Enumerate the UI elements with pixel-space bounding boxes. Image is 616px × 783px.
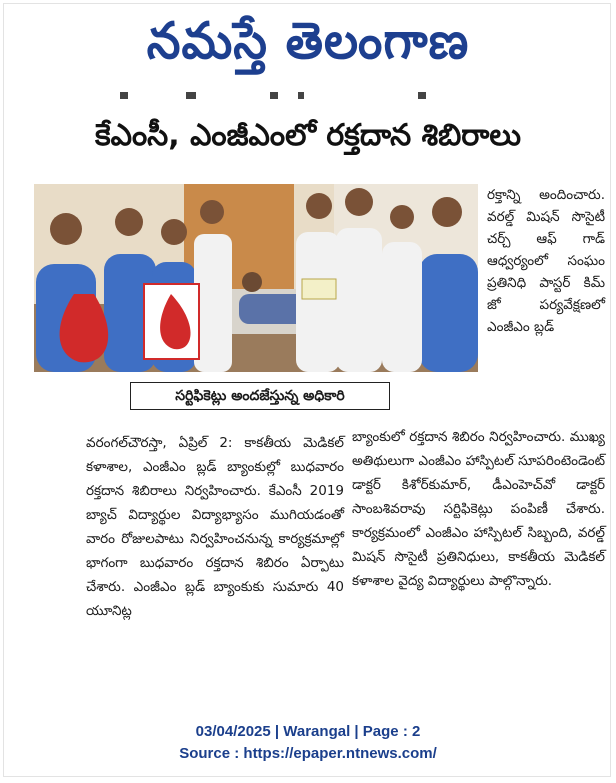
footer-source: Source : https://epaper.ntnews.com/ [179,745,437,762]
article-headline: కేఎంసీ, ఎంజీఎంలో రక్తదాన శిబిరాలు [94,118,522,153]
article-text-column-left [86,431,344,623]
article-text-column-right-top [487,184,605,338]
footer-page: Page : 2 [362,723,421,740]
footer-separator: | [274,723,284,740]
article-paragraph: రక్తాన్ని అందించారు. వరల్డ్ మిషన్ సొసైటీ చర్చ్ ఆఫ్ గాడ్ ఆధ్వర్యంలో సంఘం ప్రతినిధి పాస్టర్ కిమ్ జో పర్యవేక్షణలో ఎంజీఎం బ్లడ్ [487,187,605,335]
article-paragraph: వరంగల్‌చౌరస్తా, ఏప్రిల్ 2: కాకతీయ మెడికల్ కళాశాల, ఎంజీఎం బ్లడ్ బ్యాంకుల్లో బుధవారం రక్తదాన శిబిరాలు నిర్వహించారు. కేఎంసీ 2019 బ్యాచ్ విద్యార్థుల విద్యాభ్యాసం ముగియడంతో వారం రోజులపాటు నిర్వహించనున్న కార్యక్రమాల్లో భాగంగా బుధవారం రక్తదాన శిబిరం ఏర్పాటు చేశారు. ఎంజీఎం బ్లడ్ బ్యాంకుకు సుమారు 40 యూనిట్ల [86,435,344,619]
article-text-column-right-bottom [352,425,605,593]
footer-city: Warangal [283,723,351,740]
article-paragraph: బ్యాంకులో రక్తదాన శిబిరం నిర్వహించారు. ముఖ్య అతిథులుగా ఎంజీఎం హాస్పిటల్ సూపరింటెండెంట్ డాక్టర్ కిశోర్‌కుమార్, డీఎంహెచ్‌వో డాక్టర్ సాంబశివరావు సర్టిఫికెట్లు పంపిణీ చేశారు. కార్యక్రమంలో ఎంజీఎం హాస్పిటల్ సిబ్బంది, వరల్డ్ మిషన్ సొసైటీ ప్రతినిధులు, కాకతీయ మెడికల్ కళాశాల వైద్య విద్యార్థులు పాల్గొన్నారు. [352,429,606,589]
cut-text-strip [100,92,430,102]
article-photo [34,184,478,372]
masthead [0,4,616,78]
footer-meta [0,721,616,743]
footer [0,721,616,765]
footer-separator: | [354,723,363,740]
footer-date: 03/04/2025 [195,723,271,740]
newspaper-logo: నమస్తే తెలంగాణ [146,11,470,71]
photo-caption: సర్టిఫికెట్లు అందజేస్తున్న అధికారి [130,382,390,410]
